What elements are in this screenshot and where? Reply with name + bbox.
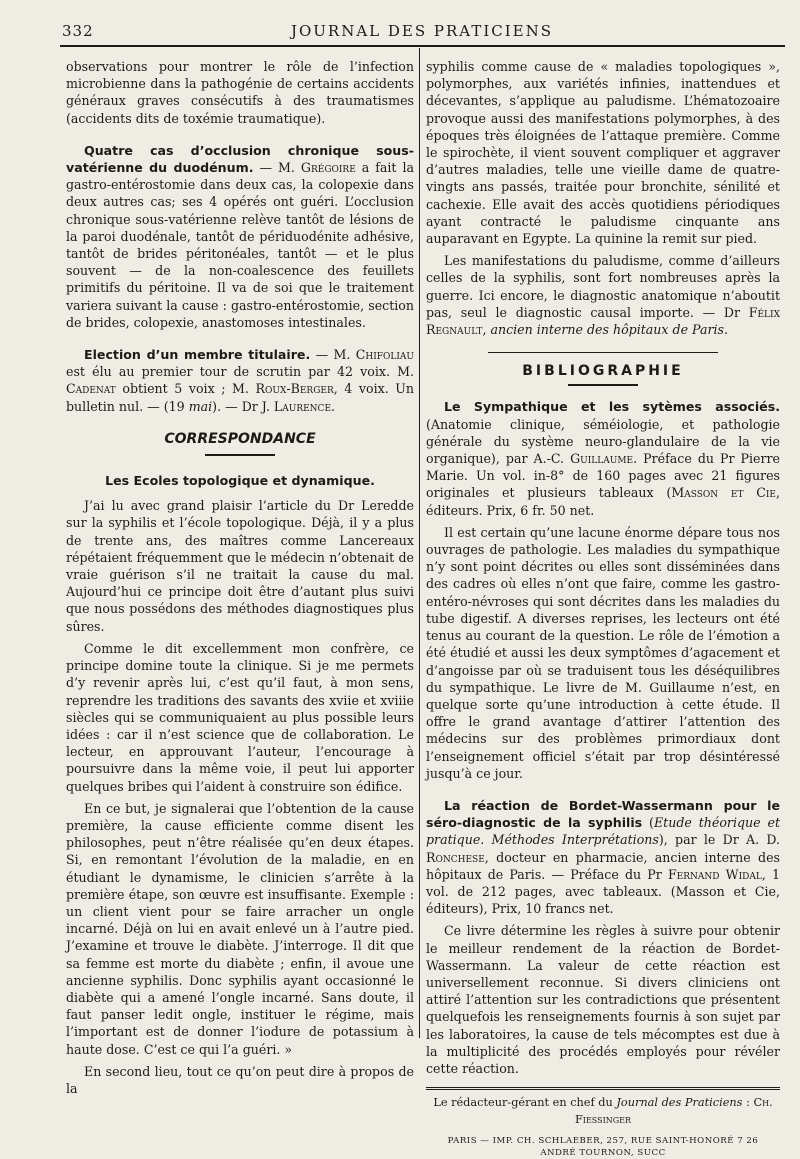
printer-imprint: PARIS — IMP. CH. SCHLAEBER, 257, RUE SAINT-HONORÉ 7 26 ANDRÉ TOURNON, SUCC	[447, 1135, 759, 1158]
paragraph: En ce but, je signalerai que l’obtention de la cause première, la cause efficiente comme disent les philosophes, peut n’être réalisée qu’en deux étapes. Si, en remontant l’évolution de la maladie, en en étudiant le dynamisme, le clinicien s’arrête à la première étape, son œuvre est insuffisante. Exemple : un client vient pour se faire arracher un ongle incarné. Déjà on lui en avait enlevé un à l’autre pied. J’examine et trouve le diabète. J’interroge. Il dit que sa femme est morte du diabète ; enfin, il avoue une ancienne syphilis. Donc syphilis ayant occasionné le diabète qui a amené l’ongle incarné. Sans doute, il faut panser ledit ongle, instituer le régime, mais l’important est de donner l’iodure de potassium à haute dose. C’est ce qui l’a guéri. »	[66, 800, 414, 1057]
paragraph: Le Sympathique et les sytèmes associés. (Anatomie clinique, séméiologie, et pathologie générale du système neuro-glandulaire de la vie organique), par A.-C. Guillaume. Préface du Pr Pierre Marie. Un vol. in-8° de 160 pages avec 21 figures originales et plusieurs tableaux (Masson et Cie, éditeurs. Prix, 6 fr. 50 net.	[426, 399, 780, 518]
paragraph: En second lieu, tout ce qu’on peut dire à propos de la	[66, 1063, 414, 1096]
page-number: 332	[62, 22, 94, 40]
author-name: Grégoire	[300, 160, 356, 176]
paragraph: Il est certain qu’une lacune énorme dépare tous nos ouvrages de pathologie. Les maladies du sympathique n’y sont point décrites ou elles sont disséminées dans des cadres où elles n’ont que faire, comme les gastro-entéro-névroses qui sont décrites dans les maladies du tube digestif. A diverses reprises, les lecteurs ont été tenus au courant de la question. Le rôle de l’émotion a été étudié et aussi les deux symptômes d’agacement et d’angoisse par où se traduisent tous les déséquilibres du sympathique. Le livre de M. Guillaume n’est, en quelque sorte qu’une introduction à cette étude. Il offre le grand avantage d’attirer l’attention des médecins sur des problèmes primordiaux dont l’enseignement officiel s’était par trop désintéressé jusqu’à ce jour.	[426, 524, 780, 781]
divider	[568, 384, 638, 386]
running-head: JOURNAL DES PRATICIENS	[290, 22, 554, 40]
book-title: Le Sympathique et les sytèmes associés.	[444, 399, 780, 415]
paragraph: Les manifestations du paludisme, comme d’ailleurs celles de la syphilis, sont fort nombreuses après la guerre. Ici encore, le diagnostic anatomique n’aboutit pas, seul le diagnostic causal importe. — Dr Félix Regnault, ancien interne des hôpitaux de Paris.	[426, 253, 780, 338]
paragraph: Ce livre détermine les règles à suivre pour obtenir le meilleur rendement de la réaction de Bordet-Wassermann. La valeur de cette réaction est universellement reconnue. Si divers cliniciens ont attiré l’attention sur les contradictions que présentent quelquefois les renseignements fournis à son sujet par les laboratoires, la cause de tels mécomptes est due à la multiplicité des procédés employés pour révéler cette réaction.	[426, 923, 780, 1076]
section-heading-correspondance: CORRESPONDANCE	[164, 430, 316, 447]
header-rule	[60, 45, 785, 47]
book-title: La réaction de Bordet-Wassermann pour le séro-diagnostic de la syphilis	[426, 797, 780, 831]
paragraph: Quatre cas d’occlusion chronique sous-vatérienne du duodénum. — M. Grégoire a fait la gastro-entérostomie dans deux cas, la colopexie dans deux autres cas; ses 4 opérés ont guéri. L’occlusion chronique sous-vatérienne relève tantôt de lésions de la paroi duodénale, tantôt de périduodénite adhésive, tantôt de brides péritonéales, tantôt — et le plus souvent — de la non-coalescence des feuillets primitifs du péritoine. Il va de soi que le traitement variera suivant la cause : gastro-entérostomie, section de brides, colopexie, anastomoses intestinales.	[66, 142, 414, 330]
paragraph: observations pour montrer le rôle de l’infection microbienne dans la pathogénie de certains accidents généraux graves consécutifs à des traumatismes (accidents dits de toxémie traumatique).	[66, 59, 414, 126]
paragraph: Comme le dit excellemment mon confrère, ce principe domine toute la clinique. Si je me permets d’y revenir après lui, c’est qu’il faut, à mon sens, reprendre les traditions des savants des xviie et xviiie siècles qui se communiquaient au plus possible leurs idées : car il n’est science que de collaboration. Le lecteur, en approuvant l’auteur, l’encourage à poursuivre dans la même voie, il peut lui apporter quelques bribes qui l’aident à construire son édifice.	[66, 640, 414, 794]
editor-line: Le rédacteur-gérant en chef du Journal des Praticiens : Ch. Fiessinger	[433, 1096, 773, 1127]
signature: Laurence	[273, 398, 332, 414]
paragraph: Election d’un membre titulaire. — M. Chifoliau est élu au premier tour de scrutin par 42 voix. M. Cadenat obtient 5 voix ; M. Roux-Berger, 4 voix. Un bulletin nul. — (19 mai). — Dr J. Laurence.	[66, 347, 414, 414]
paragraph: La réaction de Bordet-Wassermann pour le séro-diagnostic de la syphilis (Etude théorique et pratique. Méthodes Interprétations), par le Dr A. D. Ronchese, docteur en pharmacie, ancien interne des hôpitaux de Paris. — Préface du Pr Fernand Widal, 1 vol. de 212 pages, avec tableaux. (Masson et Cie, éditeurs), Prix, 10 francs net.	[426, 797, 780, 917]
divider	[205, 454, 275, 456]
footer-rule	[426, 1087, 780, 1090]
divider	[488, 352, 718, 353]
section-heading-bibliographie: BIBLIOGRAPHIE	[522, 363, 684, 380]
paragraph: syphilis comme cause de « maladies topologiques », polymorphes, aux variétés infinies, inattendues et décevantes, s’applique au paludisme. L’hématozoaire provoque aussi des manifestations polymorphes, à des époques très éloignées de l’attaque première. Comme le spirochète, il vient souvent compliquer et aggraver d’autres maladies, telle une vieille dame de quatre-vingts ans passés, traitée pour bronchite, sénilité et cachexie. Elle avait des accès quotidiens périodiques ayant contracté le paludisme cinquante ans auparavant en Egypte. La quinine la remit sur pied.	[426, 59, 780, 247]
section-title: Quatre cas d’occlusion chronique sous-vatérienne du duodénum.	[66, 142, 414, 176]
left-column	[66, 58, 414, 1102]
column-divider	[419, 48, 420, 1038]
section-title: Election d’un membre titulaire.	[84, 347, 311, 363]
right-column	[426, 58, 780, 1159]
signature: Félix Regnault	[426, 304, 780, 338]
page-header	[62, 18, 782, 44]
article-subheading: Les Ecoles topologique et dynamique.	[105, 473, 375, 489]
paragraph: J’ai lu avec grand plaisir l’article du Dr Leredde sur la syphilis et l’école topologique. Déjà, il y a plus de trente ans, des maîtres comme Lancereaux répétaient fréquemment que le médecin n’obtenait de vraie guérison s’il ne traitait la cause du mal. Aujourd’hui ce principe doit être d’autant plus suivi que nous possédons des méthodes diagnostiques plus sûres.	[66, 498, 414, 634]
